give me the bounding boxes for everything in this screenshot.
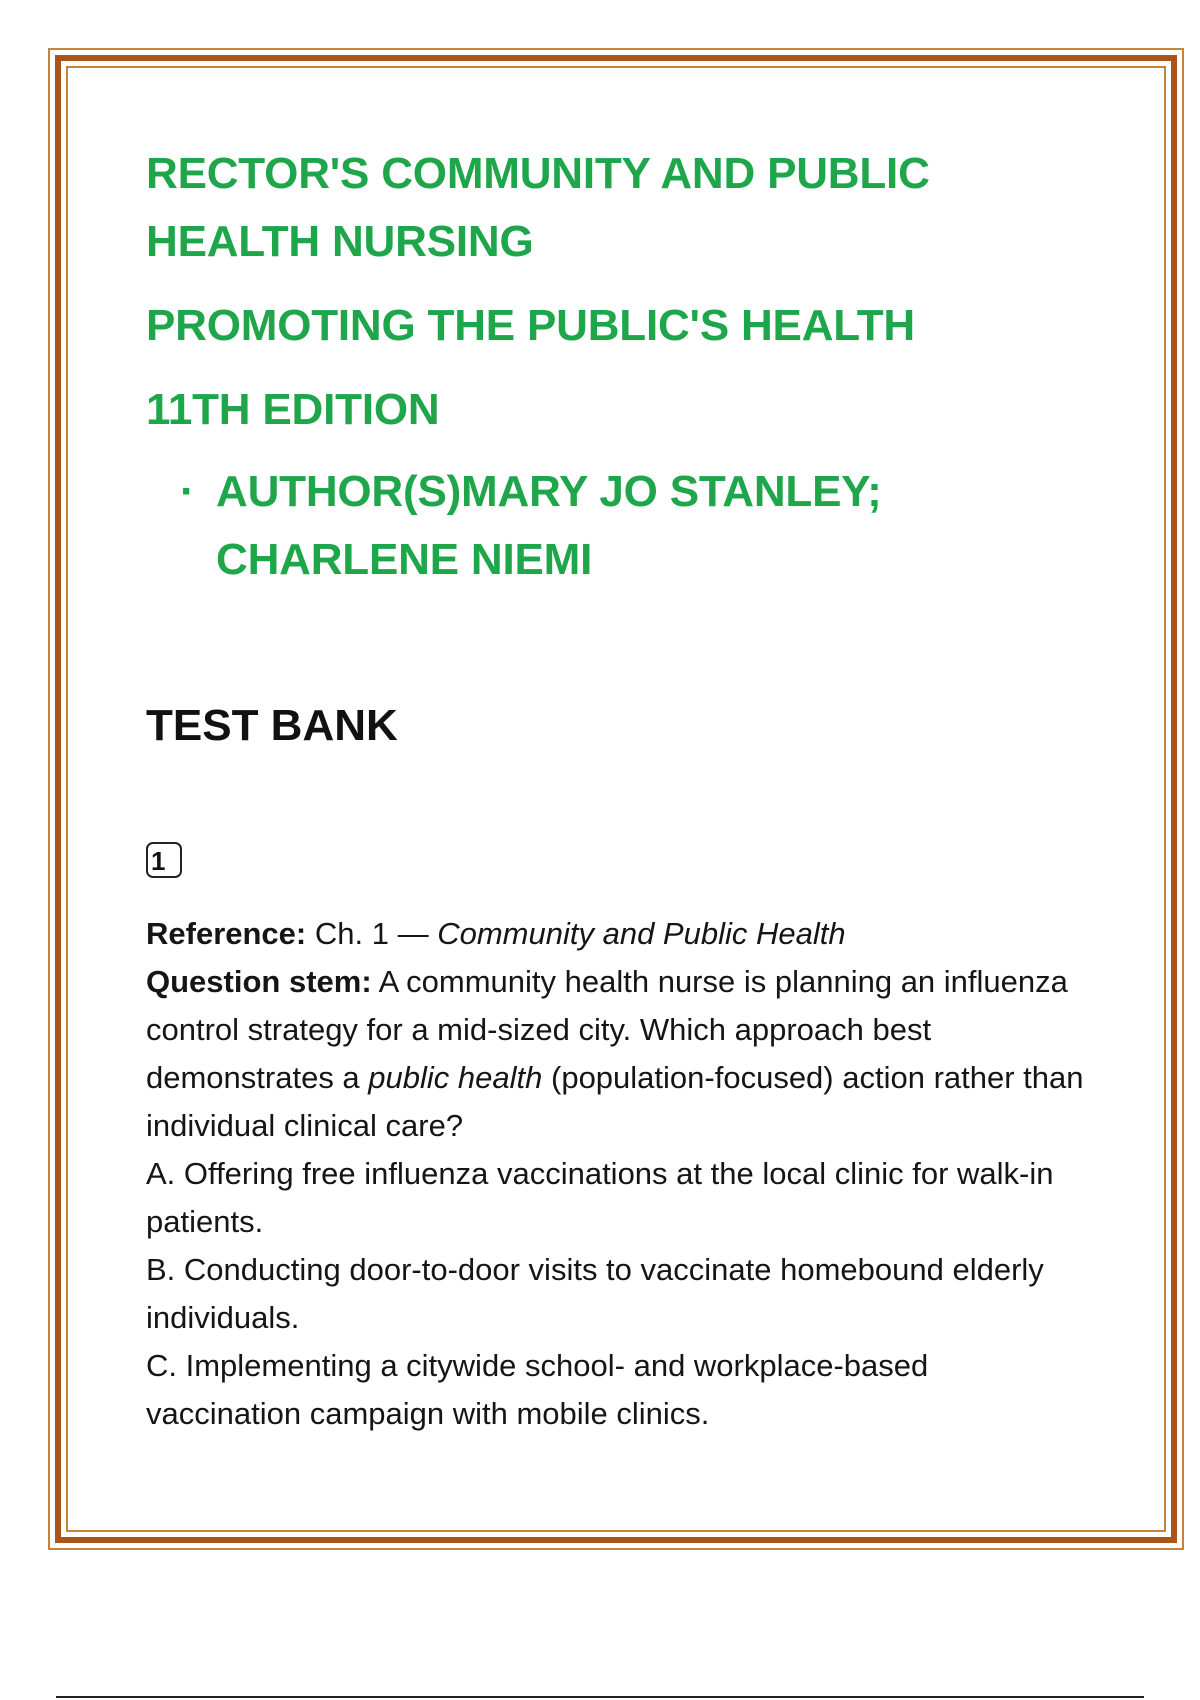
book-title-line-1: RECTOR'S COMMUNITY AND PUBLIC [146,149,930,198]
bullet-icon: · [180,467,195,516]
question-number-badge: 1 [146,842,182,878]
section-heading-test-bank: TEST BANK [146,701,398,750]
question-block [146,910,1086,1438]
answer-option-a: A. Offering free influenza vaccinations at the local clinic for walk-in patients. [146,1156,1054,1239]
stem-emphasis: public health [368,1060,543,1095]
question-reference [146,910,1086,958]
page-content [146,140,1086,1438]
reference-label: Reference: [146,916,307,951]
footer-divider [56,1696,1144,1698]
answer-option-b: B. Conducting door-to-door visits to vaccinate homebound elderly individuals. [146,1252,1044,1335]
question-stem [146,958,1086,1150]
author-line-2: CHARLENE NIEMI [216,535,593,584]
author-line-1: AUTHOR(S)MARY JO STANLEY; [216,467,882,516]
author-list-item [180,458,1086,594]
stem-label: Question stem: [146,964,372,999]
book-title [146,140,1086,276]
stem-text-part-2: (population-focused) action rather than individual clinical care? [146,1060,1084,1143]
book-edition: 11TH EDITION [146,385,440,434]
book-title-line-2: HEALTH NURSING [146,217,534,266]
answer-option-c: C. Implementing a citywide school- and workplace-based vaccination campaign with mobile clinics. [146,1348,929,1431]
question-number-wrap [146,842,1086,890]
reference-chapter: Ch. 1 — [314,916,429,951]
reference-title: Community and Public Health [437,916,846,951]
book-subtitle: PROMOTING THE PUBLIC'S HEALTH [146,301,915,350]
author-names [216,458,916,594]
stem-text-part-1: A community health nurse is planning an influenza control strategy for a mid-sized city. Which approach best demonstrates a [146,964,1068,1095]
